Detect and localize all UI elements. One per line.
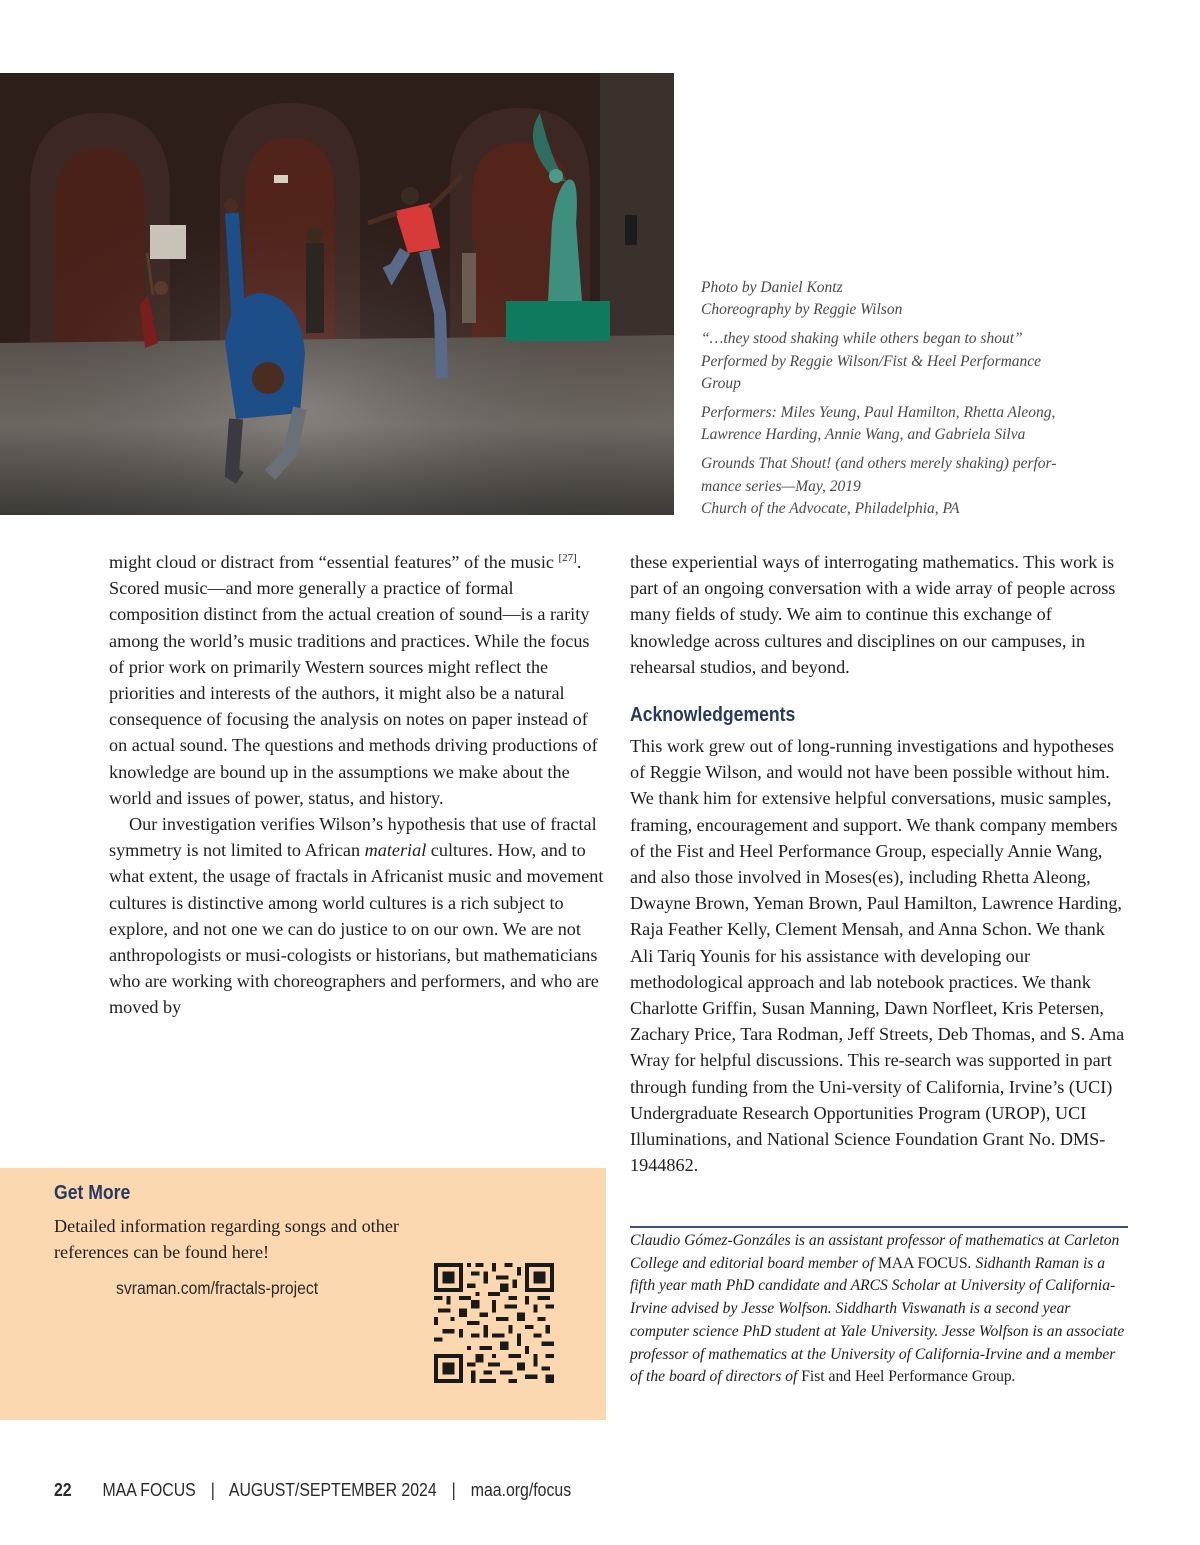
publication-url[interactable]: maa.org/focus <box>470 1480 572 1500</box>
page-footer <box>54 1480 571 1501</box>
photo-illustration <box>0 73 674 515</box>
caption-performers <box>701 402 1131 446</box>
caption-line: Group <box>701 374 741 392</box>
bio-text: Fist and Heel Performance Group <box>801 1368 1012 1386</box>
body-paragraph: these experiential ways of interrogating mathematics. This work is part of an ongoing conversation with a wide array of people across many fields of study. We aim to continue this exchange of knowledge across cultures and disciplines on our campuses, in rehearsal studios, and beyond. <box>630 552 1116 677</box>
right-column <box>630 549 1128 1178</box>
caption-line: “…they stood shaking while others began to shout” <box>701 330 1023 348</box>
bio-divider <box>630 1226 1128 1228</box>
caption-line: Lawrence Harding, Annie Wang, and Gabriela Silva <box>701 426 1026 444</box>
bio-text: Claudio Gómez-Gonzáles is an assistant professor of mathematics at Carleton College and editorial board member of <box>630 1232 1120 1272</box>
caption-line: Grounds That Shout! (and others merely shaking) perfor- <box>701 455 1057 473</box>
emphasis-text: material <box>364 840 427 861</box>
publication-name: MAA FOCUS <box>102 1480 196 1500</box>
paragraph-text: . Scored music—and more generally a practice of formal composition distinct from the actual creation of sound—is a rarity among the world’s music traditions and practices. While the focus of prior work on primarily Western sources might reflect the priorities and interests of the authors, it might also be a natural consequence of focusing the analysis on notes on paper instead of on actual sound. The questions and methods driving productions of knowledge are bound up in the assumptions we make about the world and issues of power, status, and history. <box>109 552 598 808</box>
page-number: 22 <box>54 1480 72 1500</box>
get-more-text: Detailed information regarding songs and other references can be found here! <box>54 1216 399 1263</box>
issue-date: AUGUST/SEPTEMBER 2024 <box>228 1480 437 1500</box>
citation-ref[interactable]: [27] <box>558 551 577 564</box>
bio-text: MAA FOCUS <box>878 1254 968 1272</box>
body-paragraph <box>109 549 607 811</box>
caption-title <box>701 328 1131 395</box>
paragraph-text: Our investigation verifies Wilson’s hypothesis that use of fractal symmetry is not limited to African <box>109 814 597 861</box>
author-bios <box>630 1230 1128 1389</box>
footer-separator: | <box>210 1480 215 1500</box>
caption-line: Photo by Daniel Kontz <box>701 279 843 296</box>
caption-line: Church of the Advocate, Philadelphia, PA <box>701 499 960 517</box>
bio-text: . <box>1011 1368 1016 1386</box>
footer-separator: | <box>451 1480 456 1500</box>
paragraph-text: might cloud or distract from “essential features” of the music <box>109 552 559 572</box>
project-link[interactable]: svraman.com/fractals-project <box>116 1278 319 1298</box>
acknowledgements-heading: Acknowledgements <box>630 704 796 727</box>
bio-text: . Sidhanth Raman is a fifth year math PhD candidate and ARCS Scholar at University of California-Irvine advised by Jesse Wolfson. Siddharth Viswanath is a second year computer science PhD student at Yale University. Jesse Wolfson is an associate professor of mathematics at the University of California-Irvine and a member of the board of directors of <box>630 1254 1125 1386</box>
caption-line: Performers: Miles Yeung, Paul Hamilton, Rhetta Aleong, <box>701 404 1056 422</box>
caption-series <box>701 453 1131 520</box>
left-column <box>109 549 607 1021</box>
caption-line: Performed by Reggie Wilson/Fist & Heel Performance <box>701 352 1042 370</box>
performance-photo <box>0 73 674 515</box>
caption-line: Choreography by Reggie Wilson <box>701 301 903 319</box>
photo-caption <box>701 277 1131 527</box>
get-more-heading: Get More <box>54 1182 131 1204</box>
acknowledgements-paragraph: This work grew out of long-running investigations and hypotheses of Reggie Wilson, and would not have been possible without him. We thank him for extensive helpful conversations, music samples, framing, encouragement and support. We thank company members of the Fist and Heel Performance Group, especially Annie Wang, and also those involved in Moses(es), including Rhetta Aleong, Dwayne Brown, Yeman Brown, Paul Hamilton, Lawrence Harding, Raja Feather Kelly, Clement Mensah, and Anna Schon. We thank Ali Tariq Younis for his assistance with developing our methodological approach and lab notebook practices. We thank Charlotte Griffin, Susan Manning, Dawn Norfleet, Kris Petersen, Zachary Price, Tara Rodman, Jeff Streets, Deb Thomas, and S. Ama Wray for helpful discussions. This re-search was supported in part through funding from the Uni-versity of California, Irvine’s (UCI) Undergraduate Research Opportunities Program (UROP), UCI Illuminations, and National Science Foundation Grant No. DMS-1944862. <box>630 736 1125 1176</box>
body-paragraph <box>109 811 607 1021</box>
caption-credits <box>701 277 1131 321</box>
qr-code[interactable] <box>434 1263 554 1383</box>
caption-line: mance series—May, 2019 <box>701 477 861 495</box>
paragraph-text: cultures. How, and to what extent, the usage of fractals in Africanist music and movement cultures is distinctive among world cultures is a rich subject to explore, and not one we can do justice to on our own. We are not anthropologists or musi-cologists or historians, but mathematicians who are working with choreographers and performers, and who are moved by <box>109 840 604 1018</box>
